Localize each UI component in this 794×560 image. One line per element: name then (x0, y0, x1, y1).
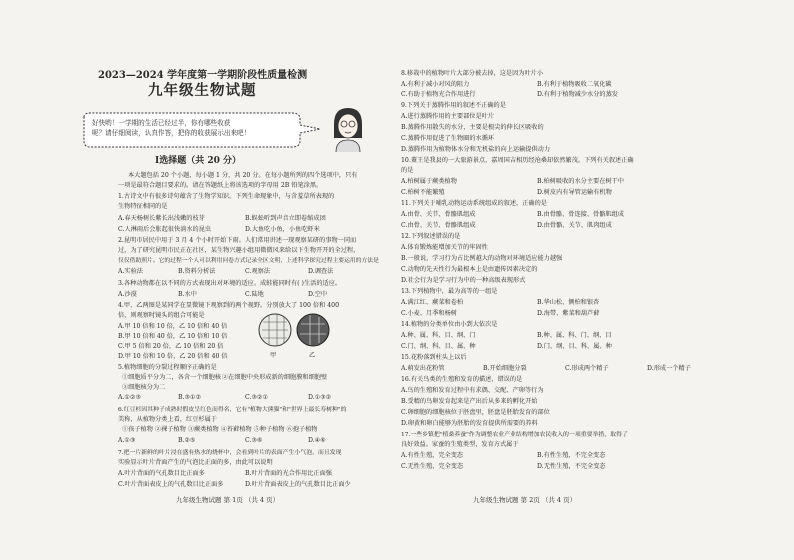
q5-option-a: A.①②③ (118, 394, 142, 401)
q9-option-d: D.蒸腾作用为植物体水分和无机盐的向上运输提供动力 (401, 146, 551, 153)
q6-choices: ①孩子植物 ②裸子植物 ③蕨类植物 ④苔藓植物 ⑤种子植物 ⑥孢子植物 (122, 426, 318, 433)
q2-option-c: C.观察法 (245, 268, 271, 275)
subject-title: 九年级生物试题 (148, 82, 257, 99)
q3-option-a: A.沙漠 (118, 291, 137, 298)
q1-option-b: B.蜈蚣听到声音立即卷缩成团 (245, 215, 326, 222)
q7-stem-cont: 实验显示叶片背面产生的气泡比正面的多，由此可以说明 (118, 459, 273, 466)
q16-option-b: B.受精的鸟卵发育起来是产出后从多来的孵化开始 (401, 398, 538, 405)
section-title: Ⅰ选择题（共 20 分） (155, 156, 242, 166)
q16-stem: 16.有关鸟类的生殖和发育的描述，错误的是 (401, 376, 523, 383)
q17-stem-cont: 良好效益。家蚕的生殖类型，发育方式属于 (401, 441, 519, 448)
q12-stem: 12.下列叙述错误的是 (401, 233, 461, 240)
instruction-line-2: 一项是最符合题目要求的。请在答题纸上将该选项的字母用 2B 铅笔涂黑。 (118, 182, 323, 189)
q14-option-d: D.门、纲、目、科、属、种 (537, 343, 612, 350)
q15-option-c: C.形成两个精子 (565, 365, 609, 372)
q7-option-a: A.叶片背面的气孔数目比正面多 (118, 470, 205, 477)
q8-stem: 8.移栽中的植物叶片大部分被去掉，这是因为叶片小 (401, 70, 544, 77)
q11-option-c: C.由骨、关节、骨骼肌组成 (401, 222, 476, 229)
instruction-line-1: 本大题包括 20 个小题，每小题 1 分，共 20 分。在每小题所列的四个选项中，只有 (128, 172, 358, 179)
q2-stem: 2.昆明市居民中用于 3 月 4 个小时开始下雨。人们常用讲述一现观察某研的事物一同而 (118, 237, 357, 244)
q13-option-c: C.小麦、月季和杨树 (401, 310, 457, 317)
teacher-cartoon-icon (326, 104, 370, 154)
q17-option-b: B.有性生殖，不完全变态 (537, 452, 606, 459)
q4-option-a: A.甲 10 倍和 10 倍，乙 10 倍和 40 倍 (118, 323, 228, 330)
q1-option-d: D.大鱼吃小鱼，小鱼吃虾米 (245, 226, 320, 233)
q4-option-b: B.甲 10 倍和 40 倍，乙 10 倍和 10 倍 (118, 333, 228, 340)
q12-option-c: C.动物的先天性行为最根本上是由遗传因素决定的 (401, 266, 538, 273)
figure-label-jia: 甲 (270, 352, 277, 359)
q2-option-a: A.实验法 (118, 268, 143, 275)
q7-option-c: C.叶片背面表皮上的气孔数目比正面多 (118, 481, 224, 488)
q13-option-b: B.华山松、侧柏和银杏 (537, 299, 600, 306)
q15-option-d: D.形成一个精子 (647, 365, 691, 372)
q4-option-d: D.甲 10 倍和 10 倍，乙 20 倍和 40 倍 (118, 353, 228, 360)
q13-option-d: D.海带、紫菜和葫芦藓 (537, 310, 600, 317)
q17-stem: 17.一些乡镇把"植桑养蚕"作为调整农业产业结构增加农民收入的一项重要举措，取得了 (401, 432, 628, 438)
q4-stem-cont: 倍，则观察时镜头的组合可能是 (118, 312, 205, 319)
q2-option-d: D.调查法 (308, 268, 334, 275)
q1-stem-cont: 生物特征相同的是 (118, 203, 168, 210)
q2-stem-cont-1: 过，为了研究昆明市民正在社区，某生物兴趣小组用微微风来给以下生物开开的全过程， (118, 247, 360, 254)
q14-option-c: C.门、纲、科、目、属、种 (401, 343, 476, 350)
q4-stem: 4.甲、乙两图是某同学在显微镜下观察到的两个视野。分别放大了 100 倍和 400 (118, 302, 340, 309)
q17-option-c: C.无性生殖，完全变态 (401, 463, 464, 470)
q12-option-d: D.社会行为是学习行为中的一种高级表现形式 (401, 277, 526, 284)
q15-option-b: B.开始细胞分裂 (483, 365, 527, 372)
left-footer: 九年级生物试题 第 1页 （共 4 页） (176, 496, 280, 504)
q16-option-d: D.卵黄和卵白能够为胚胎的发育提供所需要的养料 (401, 420, 538, 427)
q15-stem: 15.花粉落到柱头上以后 (401, 354, 467, 361)
banner-line-2: 呢？请仔细阅读，认真作答，把你的收获展示出来吧！ (92, 129, 251, 137)
q8-option-d: D.有利于植物减少水分的蒸发 (537, 91, 618, 98)
q12-option-b: B.一般说，学习行为占比例越大的动物对环境适应能力越强 (401, 255, 563, 262)
q14-stem: 14.植物的分类单位由小到大依次是 (401, 321, 498, 328)
q11-option-d: D.由骨骼、关节、肌肉组成 (537, 222, 612, 229)
q10-stem: 10.蓋王是我县的一大旅游景点，嘉周国吉相历经沧桑却依然繁茂。下列有关叙述正确 (401, 157, 634, 164)
right-page (397, 0, 794, 560)
figure-label-yi: 乙 (309, 352, 316, 359)
right-footer: 九年级生物试题 第 2页 （共 4 页） (473, 496, 577, 504)
q5-option-b: B.③①② (178, 394, 202, 401)
q13-option-a: A.满江红、蕨菜和卷柏 (401, 299, 464, 306)
q2-option-b: B.资料分析法 (178, 268, 216, 275)
q6-option-b: B.②⑤ (178, 437, 196, 444)
q9-stem: 9.下列关于蒸腾作用的叙述不正确的是 (401, 102, 506, 109)
q6-stem-cont: 美称，从植物分类上看，红豆杉属于 (118, 416, 217, 423)
q5-step-1: ①细胞质平分为二，各含一个细胞核 (122, 374, 221, 381)
q4-option-c: C.甲 5 倍和 20 倍，乙 10 倍和 20 倍 (118, 343, 224, 350)
exam-title: 2023—2024 学年度第一学期阶段性质量检测 (98, 70, 308, 81)
banner-line-1: 好快哟！一学期的生活已经过半，你有哪些收获 (92, 119, 231, 127)
q6-option-a: A.①③ (118, 437, 136, 444)
q2-stem-cont-2: 仅仅借助照片。它的过程一个人可以利用问卷方式记录全区文明，上述科学探究过程主要运用的方法是 (118, 258, 379, 264)
q10-stem-cont: 的是 (401, 167, 414, 174)
microscope-fields-figure (258, 312, 330, 350)
q16-option-a: A.鸟的生殖和发育过程中有求偶、交配、产卵等行为 (401, 387, 544, 394)
q9-option-b: B.蒸腾作用散失的水分，主要是根尖的伸长区吸收的 (401, 124, 544, 131)
q3-option-d: D.空中 (308, 291, 328, 298)
q13-stem: 13.下列植物中，最为高等的一组是 (401, 288, 498, 295)
q3-stem: 3.各种动物都在以不同的方式表现出对环境的适应。成蛙能同时有( )生活的适应。 (118, 280, 342, 287)
q5-option-d: D.①③② (308, 394, 332, 401)
q8-option-c: C.有助于植物光合作用进行 (401, 91, 476, 98)
q15-option-a: A.萌发出花粉管 (401, 365, 445, 372)
q11-option-b: B.由骨骼、骨连接、骨骼肌组成 (537, 211, 624, 218)
q8-option-b: B.有利于植物吸收二氧化碳 (537, 81, 612, 88)
q3-option-c: C.陆地 (245, 291, 264, 298)
q10-option-b: B.柏树吸收的水分主要在树干中 (537, 178, 624, 185)
q6-option-d: D.④⑥ (308, 437, 326, 444)
q8-option-a: A.有利于减小对风的阻力 (401, 81, 470, 88)
q6-option-c: C.③⑥ (245, 437, 263, 444)
q1-option-a: A.春天杨树长紫长出浅嫩的枝芽 (118, 215, 205, 222)
q1-stem: 1.古诗文中有很多诗句蕴含了生物学知识。下列生命现象中，与含羞草所表现的 (118, 193, 335, 200)
q1-option-c: C.人淋雨后会胀起很快淌水的昆虫 (118, 226, 212, 233)
q9-option-c: C.蒸腾作用促进了生物圈的水循环 (401, 135, 495, 142)
q14-option-a: A.种、属、科、目、纲、门 (401, 332, 476, 339)
q10-option-a: A.柏树属于蕨类植物 (401, 178, 457, 185)
q14-option-b: B.种、属、科、门、纲、目 (537, 332, 612, 339)
q17-option-d: D.无性生殖，不完全变态 (537, 463, 606, 470)
q3-option-b: B.水中 (178, 291, 197, 298)
q7-option-d: D.叶片背面表皮上的气孔数目比正面少 (245, 481, 351, 488)
q6-stem: 6.红豆杉因其种子成熟时假皮呈红色而得名，它有"植物大熊猫"和"世界上最长寿树种"的 (118, 407, 347, 413)
q17-option-a: A.有性生殖，完全变态 (401, 452, 464, 459)
q16-option-c: C.卵细胞的细胞核位于胚盘里，胚盘是胚胎发育的部位 (401, 409, 550, 416)
q12-option-a: A.体育锻炼能增加关节的牢固性 (401, 244, 488, 251)
q10-option-d: D.树皮内有导管运输有机物 (537, 189, 612, 196)
q11-option-a: A.由骨、关节、骨骼肌组成 (401, 211, 476, 218)
q5-stem: 5.植物细胞的分裂过程顺序正确的是 (118, 364, 217, 371)
q7-stem: 7.把一片新鲜的叶片浸在盛有热水的烧杯中，会看到叶片的表面产生小气泡，而且发现 (118, 450, 342, 456)
q5-step-2: ②在细胞中央形成新的细胞膜和细胞壁 (222, 374, 328, 381)
q9-option-a: A.进行蒸腾作用的主要部位是叶片 (401, 113, 495, 120)
q7-option-b: B.叶片背面的光合作用比正面强 (245, 470, 332, 477)
q5-step-3: ③细胞核分为二 (122, 384, 166, 391)
q11-stem: 11.下列关于哺乳动物运动系统组成的叙述，正确的是 (401, 200, 547, 207)
q10-option-c: C.柏树不能繁殖 (401, 189, 445, 196)
q5-option-c: C.③②① (245, 394, 269, 401)
